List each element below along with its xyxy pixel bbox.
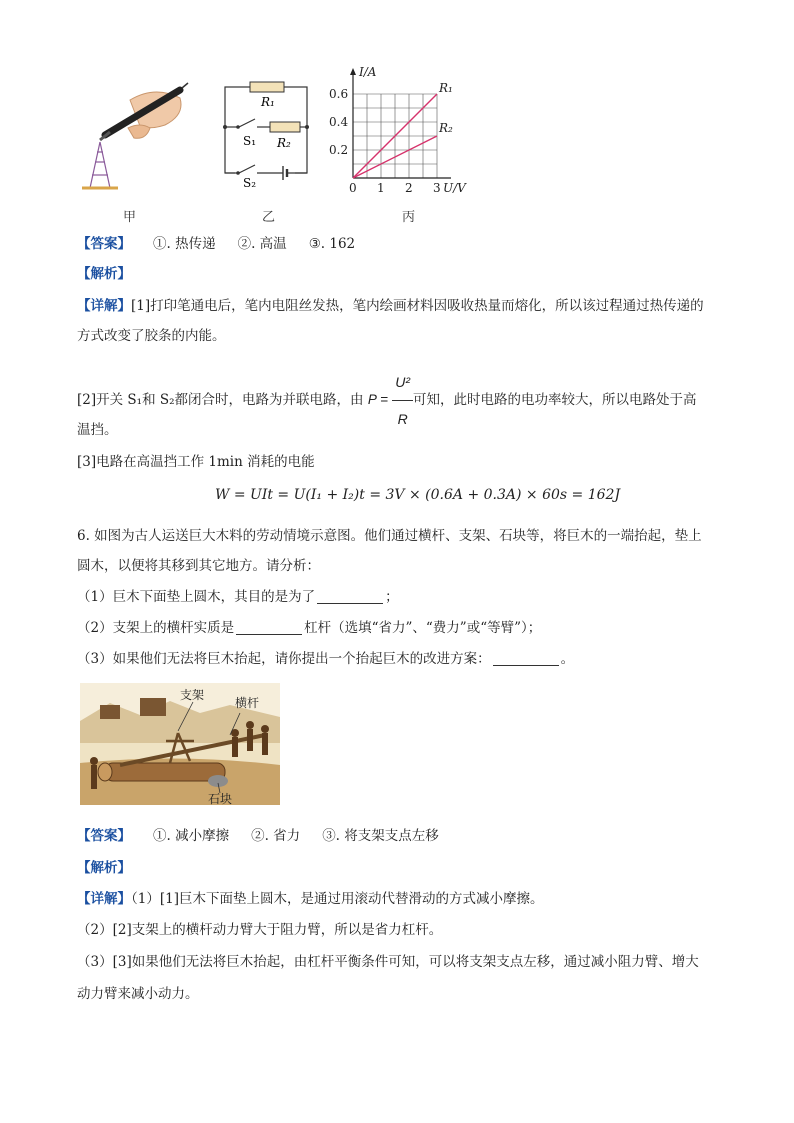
q5-answer-row (77, 234, 355, 254)
q6-detail-3a: （3）[3]如果他们无法将巨木抬起，由杠杆平衡条件可知，可以将支架支点左移，通过减小阻力臂、增大 (77, 954, 699, 970)
label-stone: 石块 (208, 792, 233, 805)
stone-block (208, 775, 228, 787)
x-axis-label: U/V (443, 181, 466, 195)
q6-answer-2: ②. 省力 (251, 828, 301, 844)
y-tick-label: 0.2 (329, 143, 349, 157)
power-fraction: $\frac{\text{U²}}{R}$ (392, 364, 413, 437)
y-axis-label: I/A (359, 65, 377, 79)
q6-stem-1: 6. 如图为古人运送巨大木料的劳动情境示意图。他们通过横杆、支架、石块等，将巨木的一端抬起，垫上 (77, 528, 702, 544)
q5-answer-tag: 【答案】 (77, 236, 131, 252)
q5-detail-1a: 【详解】[1]打印笔通电后，笔内电阻丝发热，笔内绘画材料因吸收热量而熔化，所以该过程通过热传递的 (77, 298, 704, 314)
q6-answer-row (77, 826, 439, 846)
iu-graph (325, 62, 475, 202)
label-r2: R₂ (277, 136, 291, 150)
ancient-lever-illustration (80, 683, 280, 805)
series-label-r1: R₁ (439, 81, 453, 95)
caption-bing: 丙 (402, 210, 416, 225)
q5-answer-3: ③. 162 (308, 236, 356, 252)
q5-detail-1b: 方式改变了胶条的内能。 (77, 328, 226, 344)
x-tick-label: 1 (377, 181, 385, 195)
q6-blank-3 (493, 651, 559, 666)
q6-sub-3: （3）如果他们无法将巨木抬起，请你提出一个抬起巨木的改进方案： 。 (77, 651, 575, 667)
switch-s1 (239, 119, 255, 127)
caption-jia: 甲 (123, 210, 137, 225)
q5-detail-2b: 温挡。 (77, 422, 118, 438)
series-label-r2: R₂ (439, 121, 453, 135)
label-s1: S₁ (243, 134, 257, 148)
q6-blank-1 (317, 589, 383, 604)
q6-detail-1: 【详解】（1）[1]巨木下面垫上圆木，是通过用滚动代替滑动的方式减小摩擦。 (77, 891, 544, 907)
q5-detail-2a: [2]开关 S₁和 S₂都闭合时，电路为并联电路，由 P = $\frac{\text{U²}}{R}$ 可知，此时电路的电功率较大，所以电路处于高 (77, 364, 697, 437)
energy-formula: W = UIt = U(I₁ + I₂)t = 3V × (0.6A + 0.3A) × 60s = 162J (215, 487, 621, 503)
q6-detail-2: （2）[2]支架上的横杆动力臂大于阻力臂，所以是省力杠杆。 (77, 922, 443, 938)
q6-answer-3: ③. 将支架支点左移 (322, 828, 439, 844)
q5-detail-3: [3]电路在高温挡工作 1min 消耗的电能 (77, 454, 315, 470)
resistor-r2 (270, 122, 300, 132)
resistor-r1 (250, 82, 284, 92)
label-lever: 横杆 (235, 696, 260, 710)
q5-answer-2: ②. 高温 (237, 236, 287, 252)
q6-answer-tag: 【答案】 (77, 828, 131, 844)
q5-analysis-tag: 【解析】 (77, 266, 131, 282)
y-tick-label: 0.6 (329, 87, 349, 101)
q5-answer-1: ①. 热传递 (153, 236, 216, 252)
label-r1: R₁ (261, 95, 275, 109)
x-tick-label: 0 (349, 181, 357, 195)
x-tick-label: 2 (405, 181, 413, 195)
q6-analysis-tag: 【解析】 (77, 860, 131, 876)
caption-yi: 乙 (262, 210, 276, 225)
x-tick-label: 3 (433, 181, 441, 195)
q6-stem-2: 圆木，以便将其移到其它地方。请分析： (77, 558, 320, 574)
q6-sub-1: （1）巨木下面垫上圆木，其目的是为了 ； (77, 589, 399, 605)
circuit-figure (215, 75, 320, 190)
y-axis-arrow (350, 68, 356, 75)
y-tick-label: 0.4 (329, 115, 349, 129)
q6-sub-2: （2）支架上的横杆实质是 杠杆（选填“省力”、“费力”或“等臂”）； (77, 620, 542, 636)
label-support: 支架 (180, 688, 205, 702)
label-s2: S₂ (243, 176, 257, 190)
q6-blank-2 (236, 620, 302, 635)
q6-detail-3b: 动力臂来减小动力。 (77, 986, 199, 1002)
q6-answer-1: ①. 减小摩擦 (153, 828, 230, 844)
printing-pen-figure (70, 80, 190, 195)
